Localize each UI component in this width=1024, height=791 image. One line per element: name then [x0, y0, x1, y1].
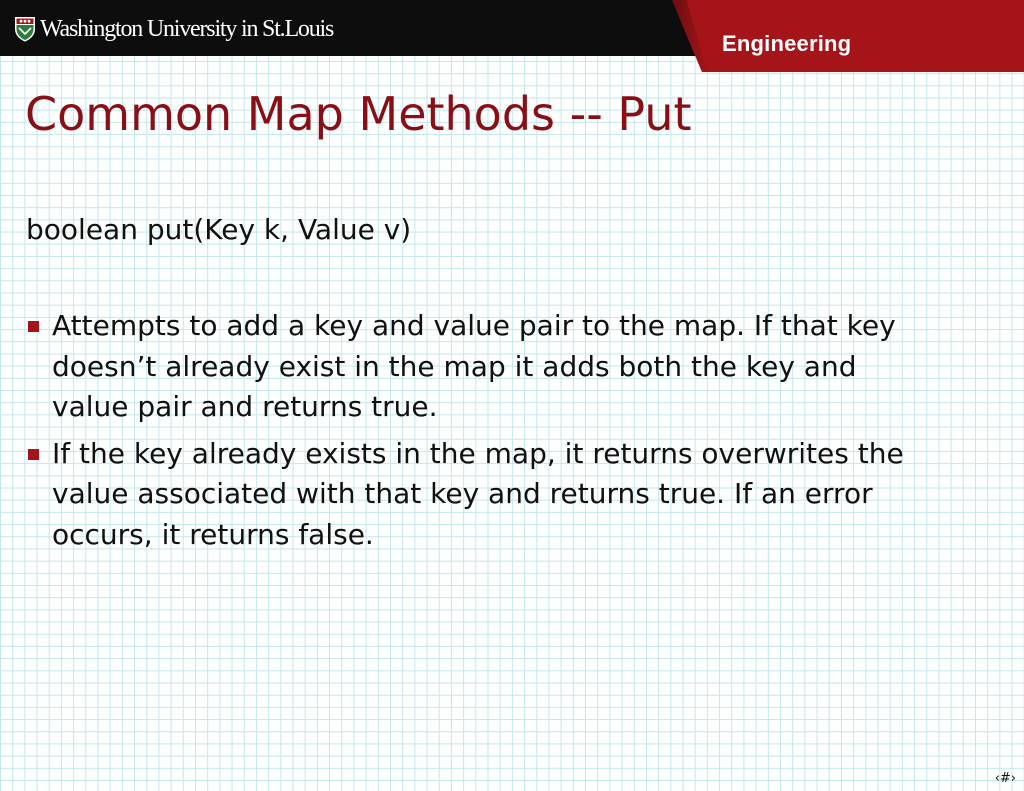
- bullet-item: [26, 306, 906, 428]
- university-shield-icon: [14, 16, 36, 42]
- square-bullet-icon: [28, 321, 39, 332]
- department-name: Engineering: [722, 31, 852, 56]
- university-logo: [14, 14, 333, 44]
- page-number: ‹#›: [994, 771, 1016, 786]
- bullet-text: Attempts to add a key and value pair to the map. If that key doesn’t already exist in the map it adds both the key and value pair and returns true.: [52, 309, 896, 423]
- bullet-list: [26, 306, 906, 561]
- slide-title: Common Map Methods -- Put: [25, 87, 692, 141]
- university-name: Washington University in St.Louis: [40, 16, 334, 42]
- bullet-text: If the key already exists in the map, it returns overwrites the value associated with that key and returns true. If an error occurs, it returns false.: [52, 436, 904, 551]
- method-signature: boolean put(Key k, Value v): [26, 213, 412, 246]
- square-bullet-icon: [28, 449, 39, 460]
- bullet-item: [26, 434, 906, 556]
